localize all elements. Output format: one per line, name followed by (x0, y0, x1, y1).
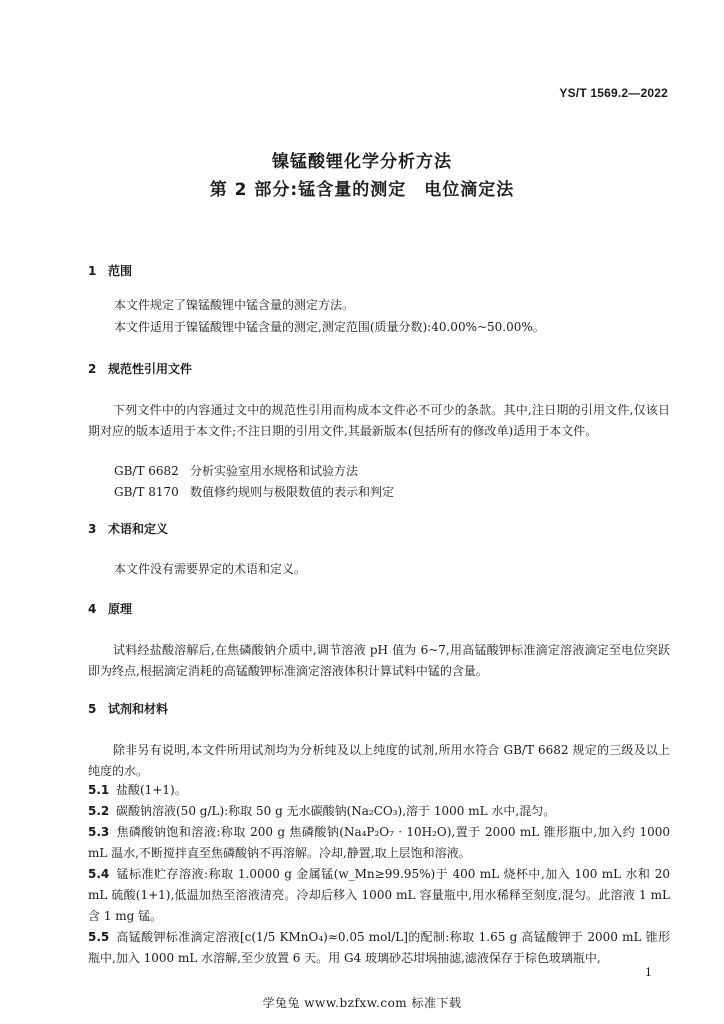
section-title: 范围 (108, 264, 133, 278)
document-title-line2: 第 2 部分:锰含量的测定 电位滴定法 (209, 180, 515, 200)
section-1-para-1: 本文件规定了镍锰酸锂中锰含量的测定方法。 (114, 298, 355, 312)
section-number: 3 (88, 522, 97, 536)
item-text: 碳酸钠溶液(50 g/L):称取 50 g 无水碳酸钠(Na₂CO₃),溶于 1000 mL 水中,混匀。 (116, 804, 556, 818)
section-4-para-1: 试料经盐酸溶解后,在焦磷酸钠介质中,调节溶液 pH 值为 6~7,用高锰酸钾标准滴定溶液滴定至电位突跃即为终点,根据滴定消耗的高锰酸钾标准滴定溶液体积计算试料中锰的含量。 (88, 643, 670, 678)
reference-title: 分析实验室用水规格和试验方法 (190, 464, 359, 478)
item-number: 5.2 (88, 804, 110, 818)
page-number: 1 (645, 966, 652, 979)
section-number: 5 (88, 702, 97, 716)
reference-item (114, 483, 394, 500)
reagent-item-5-4 (88, 864, 670, 927)
section-number: 4 (88, 602, 97, 616)
section-title: 原理 (108, 602, 133, 616)
item-text: 锰标准贮存溶液:称取 1.0000 g 金属锰(w_Mn≥99.95%)于 400 mL 烧杯中,加入 100 mL 水和 20 mL 硫酸(1+1),低温加热至溶液清亮。冷却后移入 1000 mL 容量瓶中,用水稀释至刻度,混匀。此溶液 1 mL 含 1 mg 锰。 (88, 867, 670, 923)
footer-watermark: 学兔兔 www.bzfxw.com 标准下载 (262, 996, 462, 1010)
section-number: 1 (88, 264, 97, 278)
section-title: 术语和定义 (108, 522, 169, 536)
item-number: 5.4 (88, 867, 110, 881)
reagent-item-5-1 (88, 780, 670, 801)
reference-title: 数值修约规则与极限数值的表示和判定 (190, 485, 395, 499)
item-number: 5.5 (88, 930, 110, 944)
reagent-item-5-2 (88, 801, 670, 822)
item-number: 5.3 (88, 825, 110, 839)
standard-code: YS/T 1569.2—2022 (559, 86, 668, 100)
section-3-heading (88, 520, 168, 537)
section-5-para-1: 除非另有说明,本文件所用试剂均为分析纯及以上纯度的试剂,所用水符合 GB/T 6682 规定的三级及以上纯度的水。 (88, 743, 670, 778)
section-2-heading (88, 360, 192, 377)
reference-item (114, 462, 358, 479)
item-text: 高锰酸钾标准滴定溶液[c(1/5 KMnO₄)≈0.05 mol/L]的配制:称取 1.65 g 高锰酸钾于 2000 mL 锥形瓶中,加入 1000 mL 水溶解,至少放置 6 天。用 G4 玻璃砂芯坩埚抽滤,滤液保存于棕色玻璃瓶中, (88, 930, 670, 965)
item-text: 盐酸(1+1)。 (116, 783, 187, 797)
item-text: 焦磷酸钠饱和溶液:称取 200 g 焦磷酸钠(Na₄P₂O₇ · 10H₂O),置于 2000 mL 锥形瓶中,加入约 1000 mL 温水,不断搅拌直至焦磷酸钠不再溶解。冷却,静置,取上层饱和溶液。 (88, 825, 670, 860)
reagent-item-5-5 (88, 927, 670, 969)
section-5-heading (88, 700, 168, 717)
section-2-para-1: 下列文件中的内容通过文中的规范性引用而构成本文件必不可少的条款。其中,注日期的引用文件,仅该日期对应的版本适用于本文件;不注日期的引用文件,其最新版本(包括所有的修改单)适用于本文件。 (88, 403, 670, 438)
reference-code: GB/T 6682 (114, 464, 179, 478)
document-title-line1: 镍锰酸锂化学分析方法 (272, 152, 452, 172)
section-1-para-2: 本文件适用于镍锰酸锂中锰含量的测定,测定范围(质量分数):40.00%~50.00%。 (114, 320, 545, 334)
section-title: 规范性引用文件 (108, 362, 193, 376)
reference-code: GB/T 8170 (114, 485, 179, 499)
item-number: 5.1 (88, 783, 110, 797)
section-4-heading (88, 600, 132, 617)
section-number: 2 (88, 362, 97, 376)
section-3-para-1: 本文件没有需要界定的术语和定义。 (114, 562, 307, 576)
section-1-heading (88, 262, 132, 279)
reagent-item-5-3 (88, 822, 670, 864)
section-title: 试剂和材料 (108, 702, 169, 716)
